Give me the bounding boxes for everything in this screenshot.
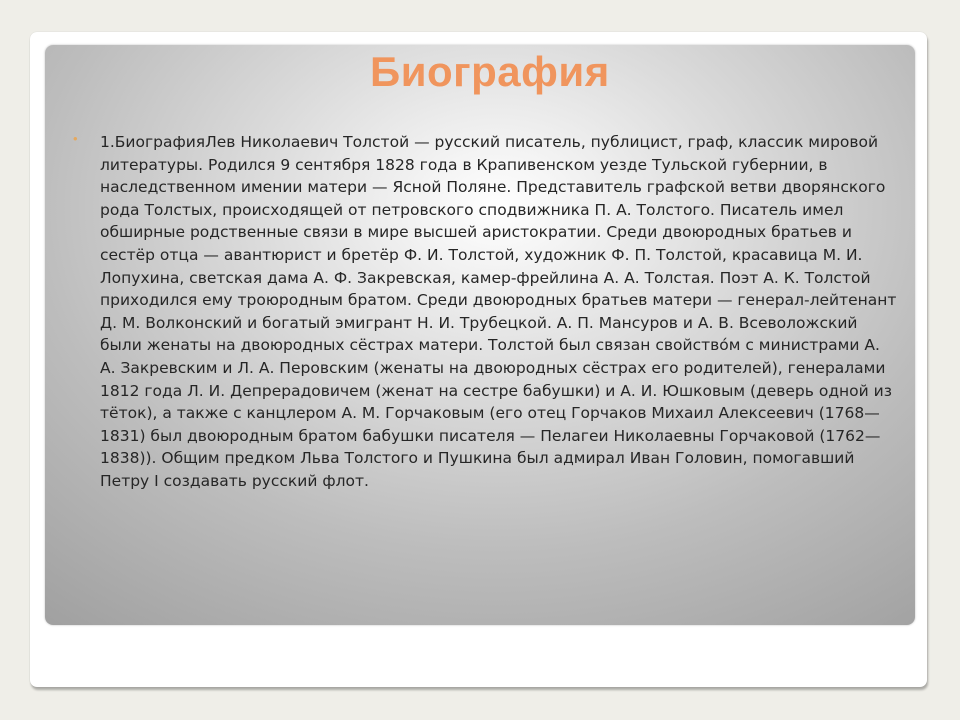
biography-text: 1.БиографияЛев Николаевич Толстой — русский писатель, публицист, граф, классик мировой литературы. Родился 9 сентября 1828 года в Крапивенском уезде Тульской губернии, в наследственном имении матери — Ясной Поляне. Представитель графской ветви дворянского рода Толстых, происходящей от петровского сподвижника П. А. Толстого. Писатель имел обширные родственные связи в мире высшей аристократии. Среди двоюродных братьев и сестёр отца — авантюрист и бретёр Ф. И. Толстой, художник Ф. П. Толстой, красавица М. И. Лопухина, светская дама А. Ф. Закревская, камер-фрейлина А. А. Толстая. Поэт А. К. Толстой приходился ему троюродным братом. Среди двоюродных братьев матери — генерал-лейтенант Д. М. Волконский и богатый эмигрант Н. И. Трубецкой. А. П. Мансуров и А. В. Всеволожский были женаты на двоюродных сёстрах матери. Толстой был связан свойство́м с министрами А. А. Закревским и Л. А. Перовским (женаты на двоюродных сёстрах его родителей), генералами 1812 года Л. И. Депрерадовичем (женат на сестре бабушки) и А. И. Юшковым (деверь одной из тёток), а также с канцлером А. М. Горчаковым (его отец Горчаков Михаил Алексеевич (1768—1831) был двоюродным братом бабушки писателя — Пелагеи Николаевны Горчаковой (1762—1838)). Общим предком Льва Толстого и Пушкина был адмирал Иван Головин, помогавший Петру I создавать русский флот. <box>100 133 897 490</box>
bullet-icon: • <box>73 131 78 146</box>
slide-title: Биография <box>370 48 610 95</box>
